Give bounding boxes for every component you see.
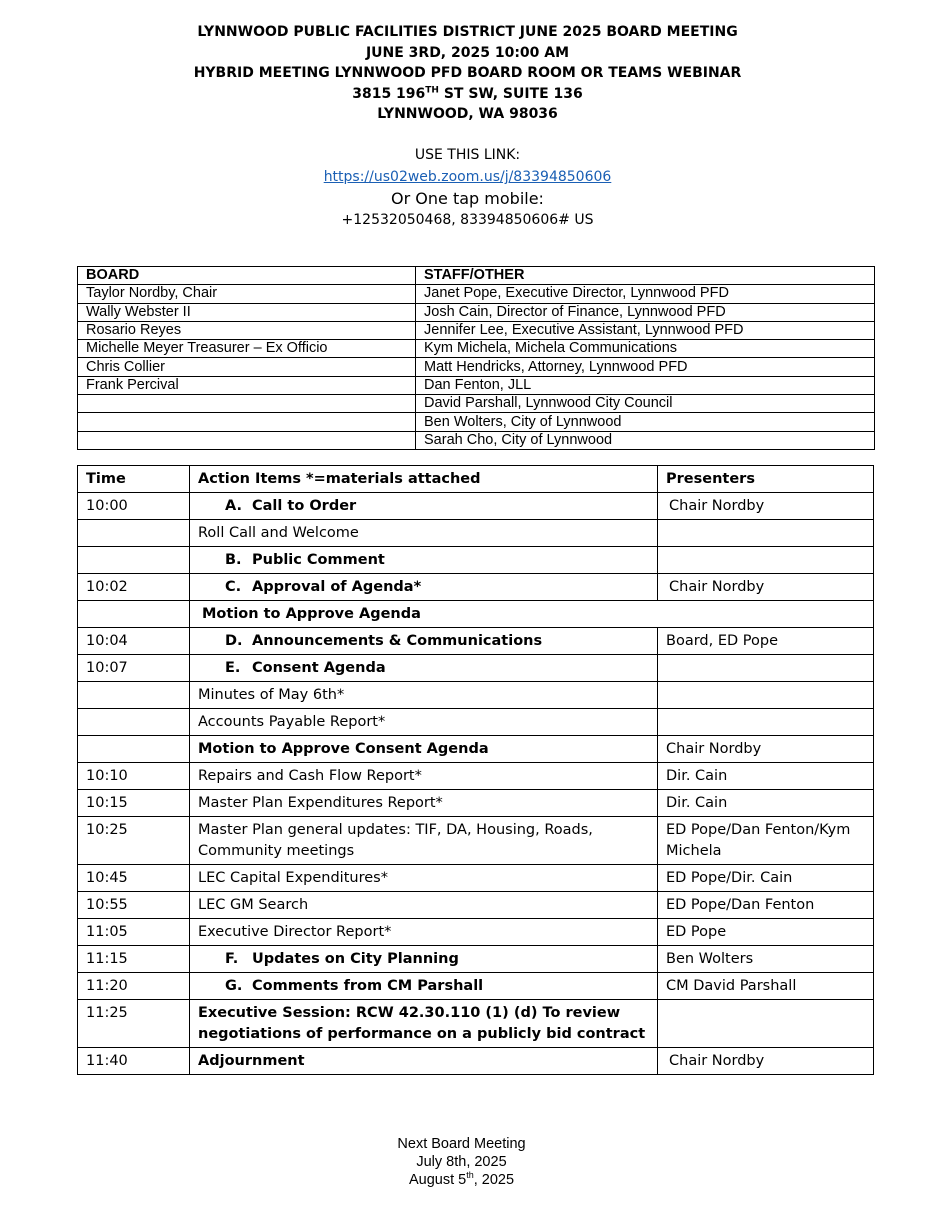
one-tap-label: Or One tap mobile: bbox=[391, 188, 544, 208]
agenda-time: 10:45 bbox=[78, 865, 190, 892]
agenda-time: 10:10 bbox=[78, 763, 190, 790]
agenda-header-row bbox=[78, 466, 874, 493]
agenda-row bbox=[78, 655, 874, 682]
item-label: Updates on City Planning bbox=[252, 951, 459, 967]
next-meeting-footer bbox=[0, 1135, 923, 1189]
agenda-row bbox=[78, 973, 874, 1000]
staff-member: Josh Cain, Director of Finance, Lynnwood PFD bbox=[416, 303, 875, 321]
agenda-time bbox=[78, 601, 190, 628]
item-label: Call to Order bbox=[252, 498, 357, 514]
agenda-item: Executive Session: RCW 42.30.110 (1) (d) To review negotiations of performance on a publicly bid contract bbox=[190, 1000, 658, 1048]
board-member: Chris Collier bbox=[78, 358, 416, 376]
agenda-time: 11:40 bbox=[78, 1048, 190, 1075]
meeting-title: LYNNWOOD PUBLIC FACILITIES DISTRICT JUNE 2025 BOARD MEETING bbox=[197, 24, 738, 40]
attendees-header-row bbox=[78, 267, 875, 285]
agenda-row bbox=[78, 574, 874, 601]
agenda-time bbox=[78, 709, 190, 736]
item-label: Announcements & Communications bbox=[252, 633, 543, 649]
agenda-presenter: ED Pope/Dir. Cain bbox=[658, 865, 874, 892]
agenda-row bbox=[78, 520, 874, 547]
agenda-presenter: ED Pope bbox=[658, 919, 874, 946]
agenda-row bbox=[78, 892, 874, 919]
agenda-row bbox=[78, 763, 874, 790]
agenda-item: Roll Call and Welcome bbox=[190, 520, 658, 547]
next-meeting-date: July 8th, 2025 bbox=[416, 1154, 507, 1170]
agenda-item: Minutes of May 6th* bbox=[190, 682, 658, 709]
agenda-row bbox=[78, 628, 874, 655]
agenda-row bbox=[78, 790, 874, 817]
attendee-row bbox=[78, 285, 875, 303]
agenda-item bbox=[190, 547, 658, 574]
staff-member: Matt Hendricks, Attorney, Lynnwood PFD bbox=[416, 358, 875, 376]
meeting-date: JUNE 3RD, 2025 10:00 AM bbox=[365, 44, 570, 61]
agenda-row bbox=[78, 1000, 874, 1048]
agenda-presenter bbox=[658, 520, 874, 547]
agenda-item bbox=[190, 973, 658, 1000]
agenda-row bbox=[78, 547, 874, 574]
agenda-item: Master Plan Expenditures Report* bbox=[190, 790, 658, 817]
meeting-format: HYBRID MEETING LYNNWOOD PFD BOARD ROOM OR TEAMS WEBINAR bbox=[193, 65, 742, 82]
attendee-row bbox=[78, 358, 875, 376]
agenda-time: 10:55 bbox=[78, 892, 190, 919]
board-member: Frank Percival bbox=[78, 376, 416, 394]
agenda-row bbox=[78, 682, 874, 709]
agenda-time: 11:25 bbox=[78, 1000, 190, 1048]
agenda-row bbox=[78, 865, 874, 892]
staff-member: David Parshall, Lynnwood City Council bbox=[416, 395, 875, 413]
item-letter: C. bbox=[225, 579, 242, 595]
agenda-presenter: Board, ED Pope bbox=[658, 628, 874, 655]
zoom-link[interactable]: https://us02web.zoom.us/j/83394850606 bbox=[323, 168, 612, 185]
agenda-item: Repairs and Cash Flow Report* bbox=[190, 763, 658, 790]
agenda-presenter: ED Pope/Dan Fenton/Kym Michela bbox=[658, 817, 874, 865]
staff-member: Jennifer Lee, Executive Assistant, Lynnwood PFD bbox=[416, 321, 875, 339]
agenda-row bbox=[78, 736, 874, 763]
item-label: Consent Agenda bbox=[252, 660, 386, 676]
staff-member: Dan Fenton, JLL bbox=[416, 376, 875, 394]
attendee-row bbox=[78, 340, 875, 358]
agenda-item bbox=[190, 493, 658, 520]
attendees-table bbox=[77, 266, 875, 450]
attendee-row bbox=[78, 395, 875, 413]
agenda-time bbox=[78, 682, 190, 709]
item-letter: E. bbox=[225, 660, 241, 676]
agenda-presenter bbox=[658, 547, 874, 574]
item-label: Approval of Agenda* bbox=[252, 579, 422, 595]
time-header: Time bbox=[78, 466, 190, 493]
agenda-row bbox=[78, 946, 874, 973]
agenda-row bbox=[78, 709, 874, 736]
agenda-presenter: Dir. Cain bbox=[658, 763, 874, 790]
agenda-presenter: Ben Wolters bbox=[658, 946, 874, 973]
agenda-item: Executive Director Report* bbox=[190, 919, 658, 946]
item-letter: G. bbox=[225, 978, 243, 994]
agenda-presenter bbox=[658, 709, 874, 736]
agenda-presenter: Chair Nordby bbox=[658, 574, 874, 601]
agenda-row bbox=[78, 1048, 874, 1075]
item-label: Public Comment bbox=[252, 552, 385, 568]
agenda-time bbox=[78, 736, 190, 763]
item-letter: F. bbox=[225, 951, 239, 967]
meeting-address: 3815 196TH ST SW, SUITE 136 bbox=[352, 85, 583, 102]
item-letter: B. bbox=[225, 552, 242, 568]
agenda-table bbox=[77, 465, 874, 1075]
agenda-row bbox=[78, 493, 874, 520]
agenda-presenter bbox=[658, 655, 874, 682]
board-member bbox=[78, 431, 416, 449]
staff-member: Janet Pope, Executive Director, Lynnwood PFD bbox=[416, 285, 875, 303]
agenda-item: Accounts Payable Report* bbox=[190, 709, 658, 736]
item-letter: D. bbox=[225, 633, 243, 649]
board-member: Michelle Meyer Treasurer – Ex Officio bbox=[78, 340, 416, 358]
agenda-time: 11:05 bbox=[78, 919, 190, 946]
use-link-label: USE THIS LINK: bbox=[414, 146, 521, 163]
agenda-item bbox=[190, 946, 658, 973]
phone-numbers: +12532050468, 83394850606# US bbox=[341, 211, 594, 228]
agenda-item: LEC Capital Expenditures* bbox=[190, 865, 658, 892]
agenda-motion: Motion to Approve Agenda bbox=[190, 601, 874, 628]
agenda-presenter: Chair Nordby bbox=[658, 493, 874, 520]
item-letter: A. bbox=[225, 498, 242, 514]
agenda-motion: Motion to Approve Consent Agenda bbox=[190, 736, 658, 763]
staff-member: Sarah Cho, City of Lynnwood bbox=[416, 431, 875, 449]
staff-member: Ben Wolters, City of Lynnwood bbox=[416, 413, 875, 431]
attendee-row bbox=[78, 376, 875, 394]
agenda-time: 10:02 bbox=[78, 574, 190, 601]
agenda-item: Adjournment bbox=[190, 1048, 658, 1075]
staff-header: STAFF/OTHER bbox=[416, 267, 875, 285]
agenda-time bbox=[78, 520, 190, 547]
board-member: Taylor Nordby, Chair bbox=[78, 285, 416, 303]
agenda-time: 10:07 bbox=[78, 655, 190, 682]
agenda-item bbox=[190, 574, 658, 601]
action-header: Action Items *=materials attached bbox=[190, 466, 658, 493]
agenda-row bbox=[78, 817, 874, 865]
agenda-presenter: Dir. Cain bbox=[658, 790, 874, 817]
agenda-item: Master Plan general updates: TIF, DA, Housing, Roads, Community meetings bbox=[190, 817, 658, 865]
agenda-presenter: ED Pope/Dan Fenton bbox=[658, 892, 874, 919]
staff-member: Kym Michela, Michela Communications bbox=[416, 340, 875, 358]
agenda-time: 10:25 bbox=[78, 817, 190, 865]
agenda-presenter: Chair Nordby bbox=[658, 736, 874, 763]
agenda-time: 10:15 bbox=[78, 790, 190, 817]
agenda-presenter: Chair Nordby bbox=[658, 1048, 874, 1075]
attendee-row bbox=[78, 321, 875, 339]
agenda-time bbox=[78, 547, 190, 574]
presenters-header: Presenters bbox=[658, 466, 874, 493]
board-member: Rosario Reyes bbox=[78, 321, 416, 339]
agenda-row bbox=[78, 601, 874, 628]
agenda-item bbox=[190, 628, 658, 655]
agenda-row bbox=[78, 919, 874, 946]
agenda-time: 10:04 bbox=[78, 628, 190, 655]
board-member: Wally Webster II bbox=[78, 303, 416, 321]
meeting-header bbox=[0, 22, 935, 231]
agenda-item: LEC GM Search bbox=[190, 892, 658, 919]
agenda-time: 11:15 bbox=[78, 946, 190, 973]
agenda-time: 10:00 bbox=[78, 493, 190, 520]
item-label: Comments from CM Parshall bbox=[252, 978, 484, 994]
next-meeting-date: August 5th, 2025 bbox=[408, 1170, 515, 1188]
board-header: BOARD bbox=[78, 267, 416, 285]
agenda-presenter bbox=[658, 1000, 874, 1048]
meeting-city: LYNNWOOD, WA 98036 bbox=[377, 106, 558, 123]
agenda-time: 11:20 bbox=[78, 973, 190, 1000]
attendee-row bbox=[78, 303, 875, 321]
attendee-row bbox=[78, 413, 875, 431]
agenda-item bbox=[190, 655, 658, 682]
agenda-presenter: CM David Parshall bbox=[658, 973, 874, 1000]
next-meeting-title: Next Board Meeting bbox=[397, 1136, 526, 1152]
board-member bbox=[78, 395, 416, 413]
agenda-presenter bbox=[658, 682, 874, 709]
attendee-row bbox=[78, 431, 875, 449]
board-member bbox=[78, 413, 416, 431]
